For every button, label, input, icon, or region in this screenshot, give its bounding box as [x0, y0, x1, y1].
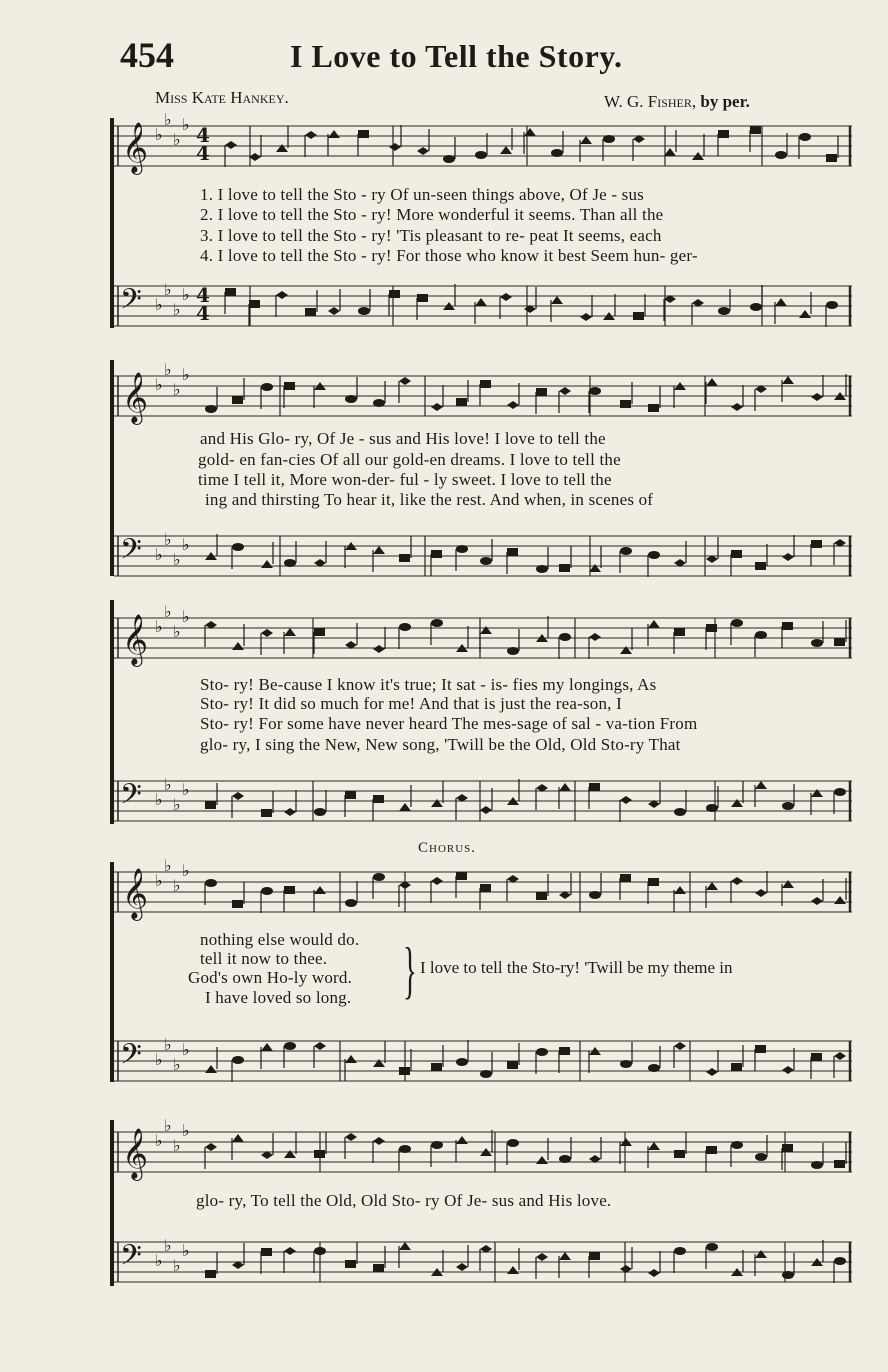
lyric-line: time I tell it, More won-der- ful - ly sweet. I love to tell the — [198, 470, 612, 489]
flat-icon: ♭ — [182, 1121, 190, 1140]
note-head — [345, 1260, 356, 1268]
note-head — [225, 141, 237, 149]
note-head — [755, 562, 766, 570]
flat-icon: ♭ — [164, 775, 172, 794]
note-head — [373, 1264, 384, 1272]
flat-icon: ♭ — [173, 380, 181, 399]
note-head — [276, 291, 288, 299]
note-head — [261, 383, 273, 391]
note-head — [205, 879, 217, 887]
note-head — [480, 884, 491, 892]
note-head — [480, 557, 492, 565]
note-head — [731, 403, 743, 411]
note-head — [782, 880, 794, 888]
note-head — [559, 783, 571, 791]
note-head — [276, 144, 288, 152]
bass-clef-icon: 𝄢 — [120, 1239, 142, 1279]
note-head — [314, 886, 326, 894]
note-head — [480, 806, 492, 814]
note-head — [559, 633, 571, 641]
note-head — [373, 795, 384, 803]
note-head — [620, 400, 631, 408]
lyric-line: Sto- ry! It did so much for me! And that is just the rea-son, I — [200, 694, 622, 713]
note-head — [750, 303, 762, 311]
note-head — [261, 1248, 272, 1256]
chorus-refrain-text: I love to tell the Sto-ry! 'Twill be my theme in — [420, 958, 733, 977]
note-head — [225, 288, 236, 296]
note-head — [399, 1145, 411, 1153]
note-head — [507, 1139, 519, 1147]
note-head — [480, 626, 492, 634]
flat-icon: ♭ — [155, 295, 163, 314]
note-head — [648, 1269, 660, 1277]
lyric-line: ing and thirsting To hear it, like the rest. And when, in scenes of — [205, 490, 654, 509]
bass-staff — [0, 530, 888, 590]
chorus-lyric-line: God's own Ho-ly word. — [188, 968, 353, 987]
note-head — [345, 899, 357, 907]
note-head — [431, 1141, 443, 1149]
note-head — [648, 551, 660, 559]
note-head — [589, 633, 601, 641]
note-head — [731, 619, 743, 627]
bass-clef-icon: 𝄢 — [120, 283, 142, 323]
flat-icon: ♭ — [182, 1040, 190, 1059]
note-head — [782, 1144, 793, 1152]
flat-icon: ♭ — [182, 115, 190, 134]
flat-icon: ♭ — [173, 1055, 181, 1074]
note-head — [536, 1156, 548, 1164]
note-head — [559, 1155, 571, 1163]
note-head — [345, 395, 357, 403]
note-head — [284, 886, 295, 894]
composer-note: by per. — [700, 92, 750, 111]
flat-icon: ♭ — [164, 360, 172, 379]
note-head — [620, 646, 632, 654]
note-head — [731, 1141, 743, 1149]
lyric-line: 1. I love to tell the Sto - ry Of un-seen things above, Of Je - sus — [200, 185, 644, 204]
bass-staff — [0, 280, 888, 340]
note-head — [559, 387, 571, 395]
note-head — [536, 565, 548, 573]
note-head — [706, 804, 718, 812]
time-signature-digit: 4 — [196, 141, 210, 165]
lyric-line: 4. I love to tell the Sto - ry! For those who know it best Seem hun- ger- — [200, 246, 698, 265]
flat-icon: ♭ — [155, 1251, 163, 1270]
note-head — [399, 623, 411, 631]
note-head — [305, 308, 316, 316]
note-head — [648, 878, 659, 886]
note-head — [261, 809, 272, 817]
note-head — [755, 1045, 766, 1053]
flat-icon: ♭ — [164, 1116, 172, 1135]
note-head — [417, 147, 429, 155]
note-head — [314, 1150, 325, 1158]
note-head — [799, 133, 811, 141]
note-head — [232, 543, 244, 551]
note-head — [536, 1048, 548, 1056]
flat-icon: ♭ — [155, 375, 163, 394]
flat-icon: ♭ — [164, 1035, 172, 1054]
note-head — [782, 1271, 794, 1279]
note-head — [345, 1055, 357, 1063]
lyric-line: Sto- ry! Be-cause I know it's true; It sat - is- fies my longings, As — [200, 675, 657, 694]
note-head — [284, 382, 295, 390]
note-head — [232, 900, 243, 908]
flat-icon: ♭ — [173, 622, 181, 641]
note-head — [648, 404, 659, 412]
note-head — [314, 808, 326, 816]
flat-icon: ♭ — [155, 790, 163, 809]
flat-icon: ♭ — [173, 300, 181, 319]
note-head — [674, 1042, 686, 1050]
bass-clef-icon: 𝄢 — [120, 778, 142, 818]
note-head — [431, 619, 443, 627]
note-head — [620, 1060, 632, 1068]
note-head — [755, 631, 767, 639]
composer-credit — [604, 92, 750, 112]
note-head — [431, 550, 442, 558]
note-head — [834, 1160, 845, 1168]
final-lyric-line: glo- ry, To tell the Old, Old Sto- ry Of Je- sus and His love. — [196, 1191, 612, 1210]
bass-clef-icon: 𝄢 — [120, 1038, 142, 1078]
note-head — [782, 553, 794, 561]
note-head — [232, 642, 244, 650]
note-head — [718, 307, 730, 315]
note-head — [718, 130, 729, 138]
flat-icon: ♭ — [155, 871, 163, 890]
time-signature-digit: 4 — [196, 283, 210, 307]
note-head — [620, 547, 632, 555]
note-head — [389, 143, 401, 151]
note-head — [507, 548, 518, 556]
note-head — [261, 560, 273, 568]
note-head — [431, 403, 443, 411]
note-head — [731, 799, 743, 807]
time-signature-digit: 4 — [196, 301, 210, 325]
note-head — [249, 153, 261, 161]
note-head — [589, 387, 601, 395]
note-head — [648, 1142, 660, 1150]
flat-icon: ♭ — [182, 1241, 190, 1260]
note-head — [674, 628, 685, 636]
note-head — [284, 808, 296, 816]
note-head — [507, 401, 519, 409]
note-head — [811, 789, 823, 797]
flat-icon: ♭ — [173, 1256, 181, 1275]
lyric-line: Sto- ry! For some have never heard The mes-sage of sal - va-tion From — [200, 714, 698, 733]
note-head — [674, 808, 686, 816]
lyric-line: gold- en fan-cies Of all our gold-en dreams. I love to tell the — [198, 450, 621, 469]
flat-icon: ♭ — [173, 130, 181, 149]
flat-icon: ♭ — [164, 602, 172, 621]
note-head — [706, 378, 718, 386]
lyric-line: and His Glo- ry, Of Je - sus and His love! I love to tell the — [200, 429, 606, 448]
note-head — [205, 405, 217, 413]
note-head — [706, 1068, 718, 1076]
note-head — [284, 559, 296, 567]
note-head — [620, 874, 631, 882]
hymn-number: 454 — [120, 35, 174, 75]
note-head — [507, 647, 519, 655]
flat-icon: ♭ — [182, 365, 190, 384]
flat-icon: ♭ — [155, 617, 163, 636]
note-head — [261, 1043, 273, 1051]
flat-icon: ♭ — [164, 530, 172, 549]
flat-icon: ♭ — [173, 1136, 181, 1155]
note-head — [232, 1134, 244, 1142]
author-credit: Miss Kate Hankey. — [155, 88, 289, 107]
note-head — [456, 872, 467, 880]
note-head — [205, 1143, 217, 1151]
note-head — [480, 380, 491, 388]
flat-icon: ♭ — [155, 545, 163, 564]
note-head — [443, 155, 455, 163]
bass-staff — [0, 1035, 888, 1095]
note-head — [782, 376, 794, 384]
bass-staff — [0, 1236, 888, 1296]
note-head — [284, 1042, 296, 1050]
note-head — [589, 564, 601, 572]
flat-icon: ♭ — [164, 1236, 172, 1255]
note-head — [399, 1067, 410, 1075]
hymn-title: I Love to Tell the Story. — [290, 38, 623, 74]
flat-icon: ♭ — [182, 780, 190, 799]
note-head — [373, 645, 385, 653]
note-head — [706, 624, 717, 632]
note-head — [834, 638, 845, 646]
note-head — [507, 1061, 518, 1069]
lyric-line: 3. I love to tell the Sto - ry! 'Tis pleasant to re- peat It seems, each — [200, 226, 662, 245]
note-head — [706, 882, 718, 890]
note-head — [475, 151, 487, 159]
flat-icon: ♭ — [182, 535, 190, 554]
treble-clef-icon: 𝄞 — [122, 372, 149, 423]
note-head — [314, 1042, 326, 1050]
note-head — [456, 398, 467, 406]
note-head — [431, 799, 443, 807]
note-head — [305, 131, 317, 139]
composer-name: W. G. Fisher, — [604, 92, 697, 111]
note-head — [524, 128, 536, 136]
note-head — [811, 1161, 823, 1169]
note-head — [232, 1056, 244, 1064]
flat-icon: ♭ — [182, 285, 190, 304]
note-head — [633, 312, 644, 320]
note-head — [782, 802, 794, 810]
note-head — [261, 629, 273, 637]
note-head — [834, 1257, 846, 1265]
note-head — [674, 886, 686, 894]
note-head — [475, 298, 487, 306]
treble-clef-icon: 𝄞 — [122, 868, 149, 919]
treble-staff — [0, 602, 888, 672]
note-head — [811, 393, 823, 401]
treble-clef-icon: 𝄞 — [122, 1128, 149, 1179]
note-head — [559, 564, 570, 572]
note-head — [674, 1150, 685, 1158]
note-head — [811, 639, 823, 647]
flat-icon: ♭ — [164, 280, 172, 299]
flat-icon: ♭ — [155, 1131, 163, 1150]
treble-staff — [0, 1116, 888, 1186]
note-head — [314, 1247, 326, 1255]
note-head — [456, 1058, 468, 1066]
chorus-label: Chorus. — [418, 840, 477, 856]
note-head — [205, 1065, 217, 1073]
note-head — [551, 296, 563, 304]
flat-icon: ♭ — [164, 856, 172, 875]
note-head — [284, 628, 296, 636]
note-head — [755, 1250, 767, 1258]
note-head — [674, 1247, 686, 1255]
note-head — [811, 897, 823, 905]
note-head — [507, 1266, 519, 1274]
flat-icon: ♭ — [155, 1050, 163, 1069]
note-head — [373, 1137, 385, 1145]
note-head — [580, 313, 592, 321]
note-head — [456, 1263, 468, 1271]
flat-icon: ♭ — [155, 125, 163, 144]
treble-clef-icon: 𝄞 — [122, 614, 149, 665]
note-head — [417, 294, 428, 302]
note-head — [399, 803, 411, 811]
note-head — [399, 377, 411, 385]
note-head — [775, 151, 787, 159]
note-head — [811, 540, 822, 548]
note-head — [782, 622, 793, 630]
note-head — [826, 301, 838, 309]
note-head — [358, 307, 370, 315]
note-head — [500, 293, 512, 301]
note-head — [706, 1243, 718, 1251]
note-head — [648, 620, 660, 628]
note-head — [205, 801, 216, 809]
note-head — [834, 788, 846, 796]
treble-staff — [0, 360, 888, 430]
note-head — [750, 126, 761, 134]
note-head — [373, 1059, 385, 1067]
bass-clef-icon: 𝄢 — [120, 533, 142, 573]
flat-icon: ♭ — [182, 861, 190, 880]
note-head — [389, 290, 400, 298]
note-head — [205, 1270, 216, 1278]
note-head — [431, 877, 443, 885]
note-head — [373, 399, 385, 407]
treble-staff — [0, 856, 888, 926]
note-head — [834, 1052, 846, 1060]
note-head — [811, 1053, 822, 1061]
lyric-line: glo- ry, I sing the New, New song, 'Twill be the Old, Old Sto-ry That — [200, 735, 681, 754]
note-head — [559, 1047, 570, 1055]
note-head — [603, 135, 615, 143]
treble-staff — [0, 110, 888, 180]
note-head — [589, 1252, 600, 1260]
note-head — [345, 791, 356, 799]
note-head — [536, 1253, 548, 1261]
treble-clef-icon: 𝄞 — [122, 122, 149, 173]
note-head — [232, 396, 243, 404]
lyric-line: 2. I love to tell the Sto - ry! More wonderful it seems. Than all the — [200, 205, 664, 224]
note-head — [345, 1133, 357, 1141]
chorus-lyric-line: tell it now to thee. — [200, 949, 328, 968]
note-head — [249, 300, 260, 308]
note-head — [580, 136, 592, 144]
note-head — [328, 307, 340, 315]
note-head — [834, 896, 846, 904]
note-head — [456, 545, 468, 553]
note-head — [648, 1064, 660, 1072]
note-head — [536, 388, 547, 396]
note-head — [456, 1136, 468, 1144]
note-head — [284, 1247, 296, 1255]
note-head — [373, 546, 385, 554]
flat-icon: ♭ — [173, 550, 181, 569]
note-head — [232, 792, 244, 800]
bass-staff — [0, 775, 888, 835]
flat-icon: ♭ — [173, 795, 181, 814]
note-head — [706, 1146, 717, 1154]
time-signature-digit: 4 — [196, 123, 210, 147]
note-head — [431, 1063, 442, 1071]
note-head — [664, 148, 676, 156]
note-head — [799, 310, 811, 318]
note-head — [536, 892, 547, 900]
note-head — [826, 154, 837, 162]
chorus-lyric-line: nothing else would do. — [200, 930, 360, 949]
note-head — [775, 298, 787, 306]
note-head — [731, 1063, 742, 1071]
flat-icon: ♭ — [182, 607, 190, 626]
note-head — [589, 891, 601, 899]
note-head — [755, 1153, 767, 1161]
flat-icon: ♭ — [164, 110, 172, 129]
note-head — [731, 550, 742, 558]
note-head — [589, 783, 600, 791]
note-head — [261, 887, 273, 895]
note-head — [731, 877, 743, 885]
note-head — [480, 1070, 492, 1078]
note-head — [399, 554, 410, 562]
chorus-lyric-line: I have loved so long. — [205, 988, 352, 1007]
note-head — [399, 1242, 411, 1250]
note-head — [755, 781, 767, 789]
note-head — [358, 130, 369, 138]
note-head — [620, 796, 632, 804]
note-head — [755, 889, 767, 897]
note-head — [314, 628, 325, 636]
note-head — [328, 130, 340, 138]
note-head — [559, 1252, 571, 1260]
note-head — [373, 873, 385, 881]
note-head — [500, 146, 512, 154]
note-head — [551, 149, 563, 157]
flat-icon: ♭ — [173, 876, 181, 895]
note-head — [284, 1150, 296, 1158]
verse-brace: } — [403, 934, 417, 1005]
note-head — [782, 1066, 794, 1074]
